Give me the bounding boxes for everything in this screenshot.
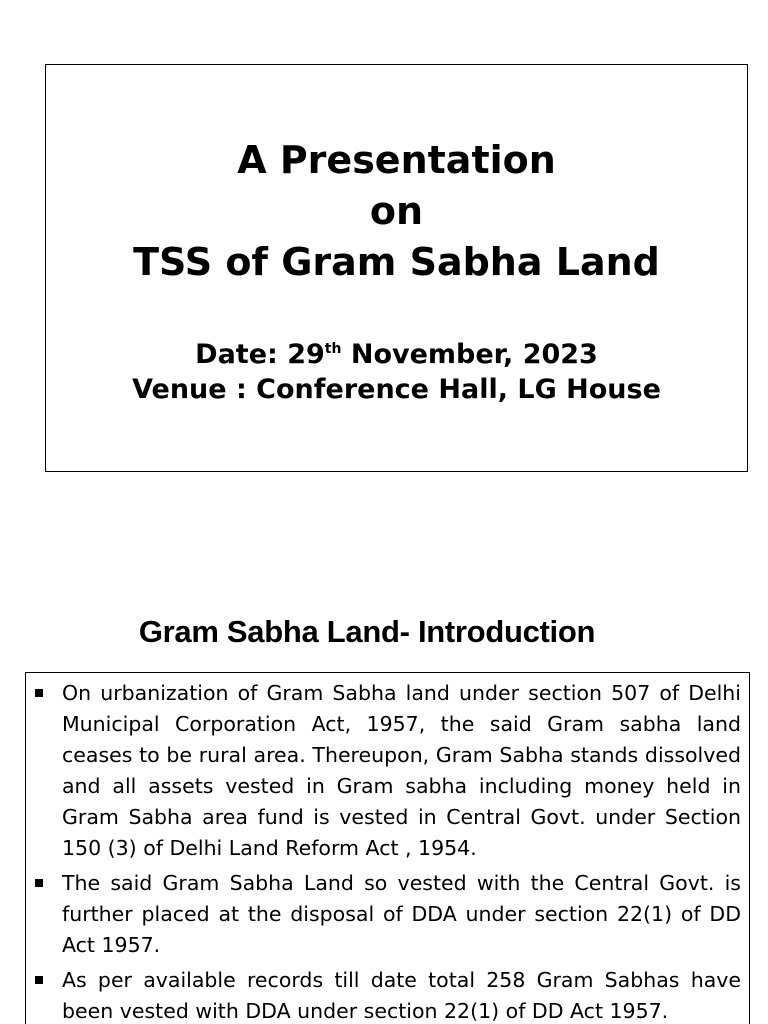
list-item [62, 868, 741, 961]
bullet-text: The said Gram Sabha Land so vested with the Central Govt. is further placed at the disposal of DDA under section 22(1) of DD Act 1957. [62, 871, 741, 957]
square-bullet-icon [35, 976, 43, 984]
bullet-list [26, 673, 749, 1024]
venue-line: Venue : Conference Hall, LG House [132, 374, 661, 405]
presentation-meta [46, 337, 747, 407]
title-line-1: A Presentation [237, 138, 556, 182]
bullet-text: On urbanization of Gram Sabha land under section 507 of Delhi Municipal Corporation Act, 1957, the said Gram sabha land ceases to be rural area. Thereupon, Gram Sabha stands dissolved and all assets vested in Gram sabha including money held in Gram Sabha area fund is vested in Central Govt. under Section 150 (3) of Delhi Land Reform Act , 1954. [62, 681, 741, 860]
list-item [62, 678, 741, 864]
date-line [46, 337, 747, 372]
title-slide [45, 64, 748, 472]
presentation-title [46, 135, 747, 288]
square-bullet-icon [35, 689, 43, 697]
title-line-3: TSS of Gram Sabha Land [133, 240, 660, 284]
date-label: Date: 29 [195, 339, 325, 370]
date-ordinal-suffix: th [324, 341, 342, 357]
slide-heading: Gram Sabha Land- Introduction [138, 614, 596, 649]
title-line-2: on [369, 189, 424, 233]
square-bullet-icon [35, 879, 43, 887]
date-rest: November, 2023 [341, 339, 598, 370]
list-item [62, 965, 741, 1024]
content-box [25, 672, 750, 1024]
bullet-text: As per available records till date total 258 Gram Sabhas have been vested with DDA under section 22(1) of DD Act 1957. [62, 968, 741, 1023]
